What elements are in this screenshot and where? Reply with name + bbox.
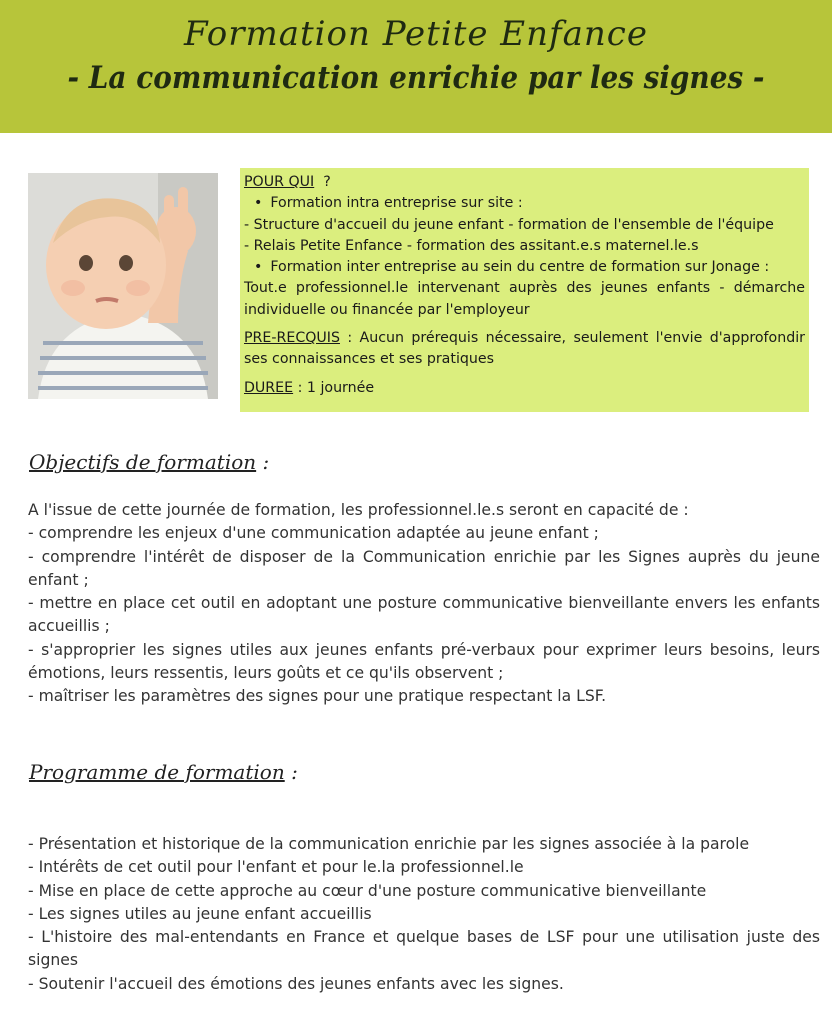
line-relais: - Relais Petite Enfance - formation des assitant.e.s maternel.le.s <box>244 237 699 254</box>
prerequis-text: : Aucun prérequis nécessaire, seulement l'envie d'approfondir ses connaissances et ses pratiques <box>244 330 805 368</box>
objectif-item: - comprendre les enjeux d'une communication adaptée au jeune enfant ; <box>28 524 599 543</box>
pour-qui-label: POUR QUI <box>244 174 315 190</box>
objectif-item: - comprendre l'intérêt de disposer de la Communication enrichie par les Signes auprès du jeune enfant ; <box>28 547 820 589</box>
objectifs-suffix: : <box>256 450 270 474</box>
prerequis-label: PRE-RECQUIS <box>244 330 340 347</box>
objectifs-heading <box>29 450 269 474</box>
programme-item: - Mise en place de cette approche au cœur d'une posture communicative bienveillante <box>28 881 707 900</box>
line-structure: - Structure d'accueil du jeune enfant - formation de l'ensemble de l'équipe <box>244 216 774 233</box>
programme-item: - Présentation et historique de la communication enrichie par les signes associée à la parole <box>28 835 750 853</box>
objectif-item: - mettre en place cet outil en adoptant une posture communicative bienveillante envers les enfants accueillis ; <box>28 594 820 636</box>
objectif-item: - s'approprier les signes utiles aux jeunes enfants pré-verbaux pour exprimer leurs besoins, leurs émotions, leurs ressentis, leurs goûts et ce qu'ils observent ; <box>28 640 820 683</box>
objectif-item: - maîtriser les paramètres des signes pour une pratique respectant la LSF. <box>28 687 607 706</box>
baby-photo <box>28 173 218 399</box>
bullet-intra: • Formation intra entreprise sur site : <box>244 193 805 214</box>
programme-item: - L'histoire des mal-entendants en France et quelque bases de LSF pour une utilisation juste des signes <box>28 928 820 970</box>
line-professionnel: Tout.e professionnel.le intervenant auprès des jeunes enfants - démarche individuelle ou financée par l'employeur <box>244 280 805 318</box>
programme-heading <box>29 760 298 784</box>
bullet-inter: • Formation inter entreprise au sein du centre de formation sur Jonage : <box>244 257 805 278</box>
duree-label: DUREE <box>244 379 294 396</box>
objectifs-intro: A l'issue de cette journée de formation, les professionnel.le.s seront en capacité de : <box>28 501 689 519</box>
page-title: Formation Petite Enfance <box>184 14 648 54</box>
objectifs-body <box>28 499 820 709</box>
pour-qui-suffix: ? <box>323 174 331 190</box>
programme-item: - Intérêts de cet outil pour l'enfant et pour le.la professionnel.le <box>28 858 524 877</box>
duree-text: : 1 journée <box>293 379 375 396</box>
programme-suffix: : <box>284 760 298 784</box>
programme-item: - Soutenir l'accueil des émotions des jeunes enfants avec les signes. <box>28 974 564 993</box>
info-box <box>240 168 809 412</box>
header-banner <box>0 0 832 133</box>
page-subtitle: - La communication enrichie par les signes - <box>67 60 765 96</box>
objectifs-title: Objectifs de formation <box>29 450 257 474</box>
programme-item: - Les signes utiles au jeune enfant accueillis <box>28 904 372 923</box>
programme-body <box>28 833 820 996</box>
programme-title: Programme de formation <box>29 760 285 784</box>
